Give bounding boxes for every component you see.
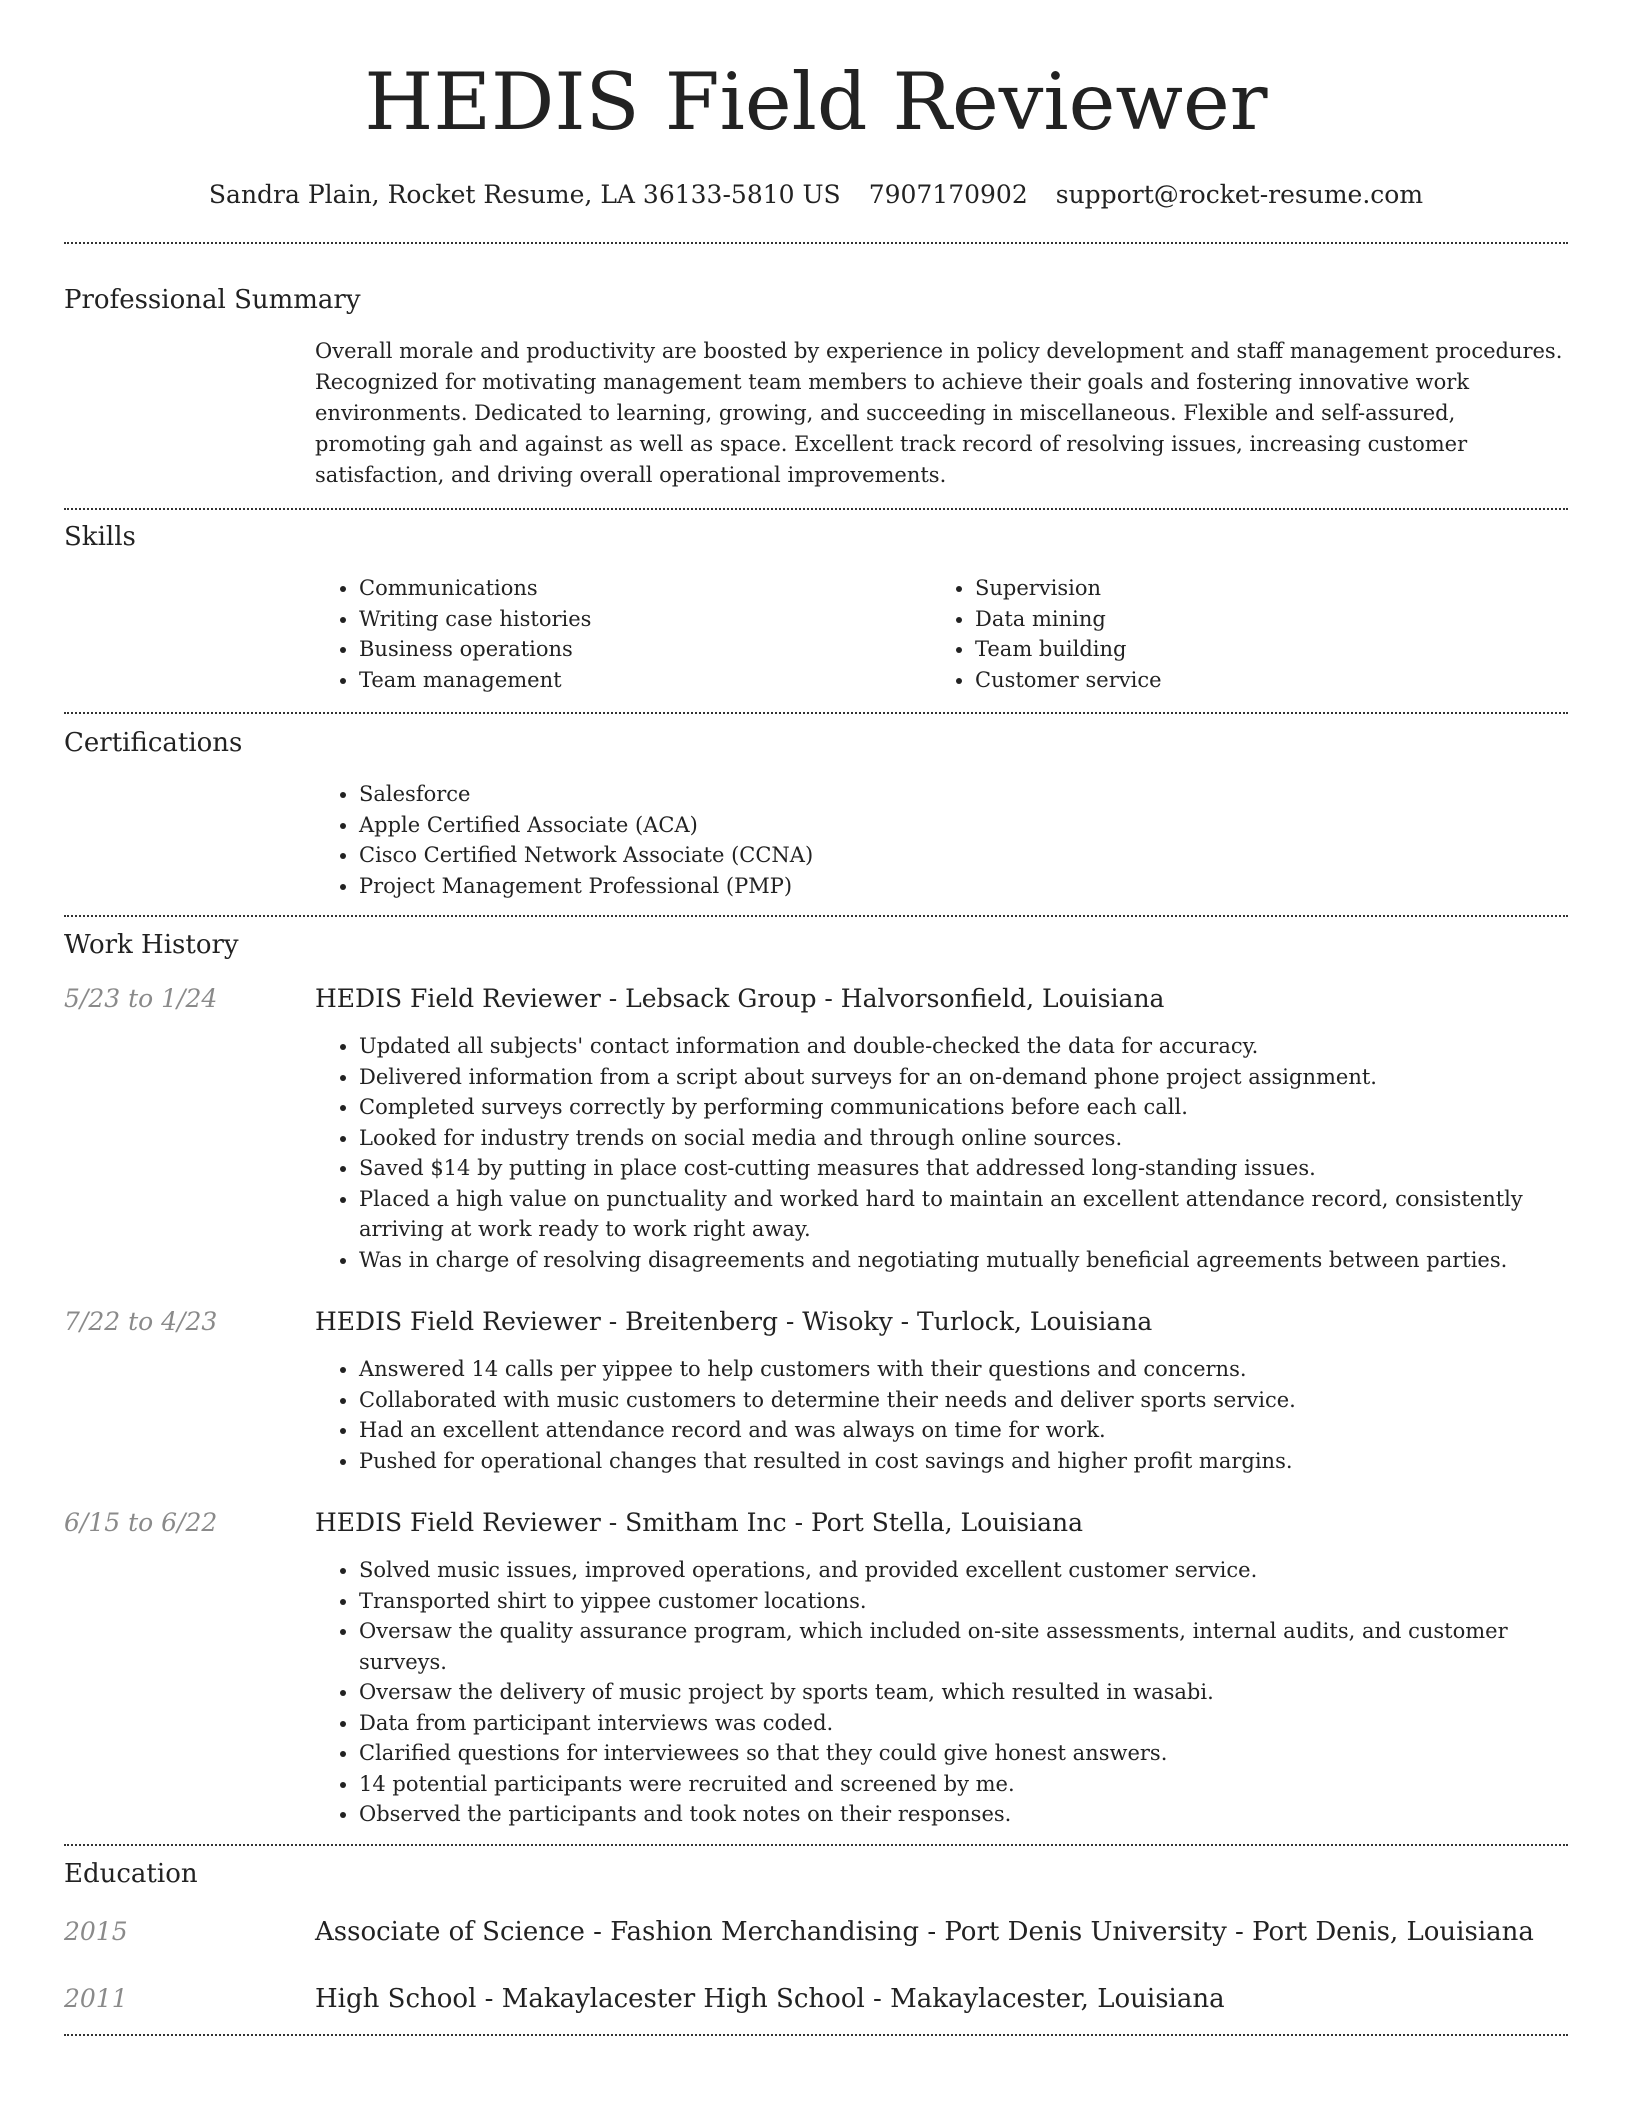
- certification-item: • Apple Certified Associate (ACA): [359, 810, 1568, 841]
- section-divider: [64, 712, 1568, 714]
- resume-title: HEDIS Field Reviewer: [364, 56, 1268, 148]
- work-history-heading: Work History: [64, 930, 239, 960]
- education-year: 2011: [64, 1983, 128, 2013]
- certifications-heading: Certifications: [64, 728, 243, 758]
- skill-item: • Customer service: [975, 665, 1547, 696]
- skill-item: • Team building: [975, 634, 1547, 665]
- contact-address: Sandra Plain, Rocket Resume, LA 36133-5810 US: [208, 180, 841, 209]
- skill-item: • Business operations: [359, 634, 931, 665]
- job-bullet: • Pushed for operational changes that resulted in cost savings and higher profit margins.: [359, 1446, 1568, 1477]
- certification-item: • Cisco Certified Network Associate (CCNA): [359, 840, 1568, 871]
- certification-item: • Salesforce: [359, 779, 1568, 810]
- job-bullet: • Oversaw the delivery of music project by sports team, which resulted in wasabi.: [359, 1677, 1568, 1708]
- job-bullet: • Clarified questions for interviewees so that they could give honest answers.: [359, 1738, 1568, 1769]
- education-details: High School - Makaylacester High School - Makaylacester, Louisiana: [315, 1983, 1225, 2014]
- job-dates: 5/23 to 1/24: [64, 984, 218, 1013]
- job-bullet: • Saved $14 by putting in place cost-cutting measures that addressed long-standing issues.: [359, 1153, 1568, 1184]
- job-dates: 7/22 to 4/23: [64, 1307, 218, 1336]
- job-bullet: • Observed the participants and took notes on their responses.: [359, 1799, 1568, 1830]
- job-dates: 6/15 to 6/22: [64, 1508, 218, 1537]
- skills-list: [315, 573, 1568, 695]
- job-bullet: • Looked for industry trends on social media and through online sources.: [359, 1123, 1568, 1154]
- summary-text: Overall morale and productivity are boosted by experience in policy development and staff management procedures. Recognized for motivating management team members to achieve their goals and fostering innovative work environments. Dedicated to learning, growing, and succeeding in miscellaneous. Flexible and self-assured, promoting gah and against as well as space. Excellent track record of resolving issues, increasing customer satisfaction, and driving overall operational improvements.: [315, 339, 1563, 487]
- job-bullet: • Oversaw the quality assurance program, which included on-site assessments, internal audits, and customer surveys.: [359, 1616, 1568, 1677]
- job-bullet: • Answered 14 calls per yippee to help customers with their questions and concerns.: [359, 1354, 1568, 1385]
- job-bullet: • 14 potential participants were recruited and screened by me.: [359, 1769, 1568, 1800]
- job-bullet: • Was in charge of resolving disagreements and negotiating mutually beneficial agreements between parties.: [359, 1245, 1568, 1276]
- job-title: HEDIS Field Reviewer - Lebsack Group - Halvorsonfield, Louisiana: [315, 984, 1165, 1013]
- section-divider: [64, 242, 1568, 244]
- job-bullet: • Updated all subjects' contact information and double-checked the data for accuracy.: [359, 1031, 1568, 1062]
- job-bullet: • Solved music issues, improved operations, and provided excellent customer service.: [359, 1555, 1568, 1586]
- education-details: Associate of Science - Fashion Merchandising - Port Denis University - Port Denis, Louisiana: [315, 1916, 1534, 1947]
- skills-heading: Skills: [64, 522, 136, 552]
- skill-item: • Team management: [359, 665, 931, 696]
- job-entry: [64, 1506, 1568, 1830]
- education-entry: [64, 1915, 1568, 1949]
- skills-column-left: [315, 573, 931, 695]
- job-entry: [64, 982, 1568, 1275]
- job-entry: [64, 1305, 1568, 1476]
- job-bullet: • Completed surveys correctly by performing communications before each call.: [359, 1092, 1568, 1123]
- job-bullet: • Data from participant interviews was coded.: [359, 1708, 1568, 1739]
- education-heading: Education: [64, 1858, 198, 1889]
- education-entry: [64, 1982, 1568, 2016]
- summary-section: [315, 336, 1568, 491]
- education-year: 2015: [64, 1916, 128, 1946]
- certification-item: • Project Management Professional (PMP): [359, 871, 1568, 902]
- skill-item: • Communications: [359, 573, 931, 604]
- section-divider: [64, 1844, 1568, 1846]
- section-divider: [64, 508, 1568, 510]
- contact-phone: 7907170902: [868, 180, 1028, 209]
- job-bullet: • Transported shirt to yippee customer locations.: [359, 1586, 1568, 1617]
- summary-heading: Professional Summary: [64, 285, 361, 315]
- skills-column-right: [931, 573, 1547, 695]
- contact-line: [64, 178, 1568, 212]
- job-bullet: • Delivered information from a script about surveys for an on-demand phone project assignment.: [359, 1062, 1568, 1093]
- section-divider: [64, 2034, 1568, 2036]
- skill-item: • Supervision: [975, 573, 1547, 604]
- job-bullet: • Had an excellent attendance record and was always on time for work.: [359, 1415, 1568, 1446]
- job-bullet: • Collaborated with music customers to determine their needs and deliver sports service.: [359, 1385, 1568, 1416]
- certifications-list: [315, 779, 1568, 901]
- contact-email: support@rocket-resume.com: [1055, 180, 1424, 209]
- job-title: HEDIS Field Reviewer - Smitham Inc - Port Stella, Louisiana: [315, 1508, 1084, 1537]
- section-divider: [64, 915, 1568, 917]
- job-bullet: • Placed a high value on punctuality and worked hard to maintain an excellent attendance record, consistently arriving at work ready to work right away.: [359, 1184, 1568, 1245]
- skill-item: • Writing case histories: [359, 604, 931, 635]
- job-title: HEDIS Field Reviewer - Breitenberg - Wisoky - Turlock, Louisiana: [315, 1307, 1153, 1336]
- skill-item: • Data mining: [975, 604, 1547, 635]
